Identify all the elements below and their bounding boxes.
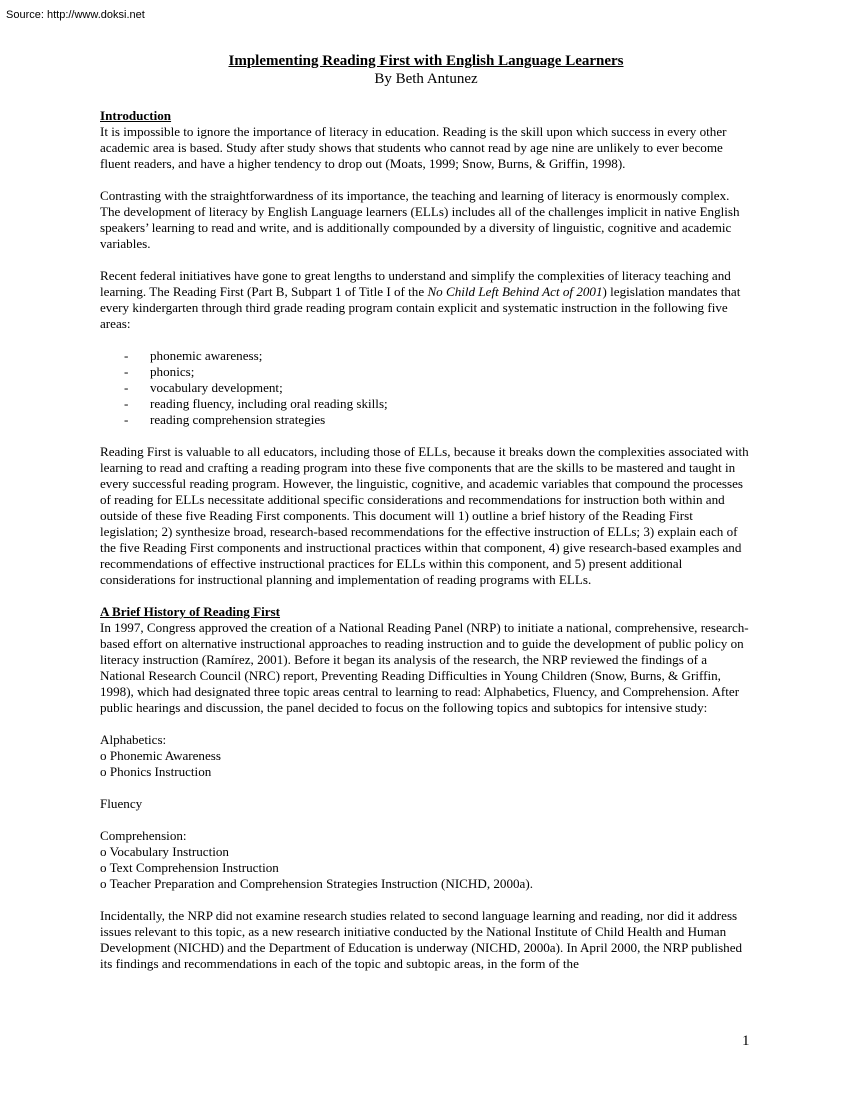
intro-paragraph-2: Contrasting with the straightforwardness of its importance, the teaching and learning of literacy is enormously complex. The development of literacy by English Language learners (ELLs) includes all of the challenges implicit in native English speakers’ learning to read and write, and is additionally compounded by a diversity of linguistic, cognitive and academic variables.: [100, 188, 740, 251]
act-title: No Child Left Behind Act of 2001: [427, 284, 603, 299]
alphabetics-list: [100, 732, 752, 780]
intro-paragraph-1: It is impossible to ignore the importance of literacy in education. Reading is the skill upon which success in every other academic area is based. Study after study shows that students who cannot read by age nine are unlikely to ever become fluent readers, and have a higher tendency to drop out (Moats, 1999; Snow, Burns, & Griffin, 1998).: [100, 124, 727, 171]
intro-paragraph-3: [100, 268, 752, 332]
fluency-topic: Fluency: [100, 796, 143, 811]
intro-p3-text-cont: ) legislation mandates that every kindergarten through third grade reading program contain explicit and systematic instruction in the following five areas:: [100, 284, 741, 331]
list-item: [100, 348, 752, 364]
section-heading-introduction: Introduction: [100, 108, 172, 123]
list-item-text: reading fluency, including oral reading skills;: [150, 396, 388, 411]
list-item: o Phonics Instruction: [100, 764, 212, 779]
list-item: o Phonemic Awareness: [100, 748, 221, 763]
list-item: [100, 380, 752, 396]
dash-bullet: -: [124, 380, 129, 395]
dash-bullet: -: [124, 412, 129, 427]
document-author: By Beth Antunez: [374, 71, 478, 87]
list-item-text: phonics;: [150, 364, 195, 379]
list-item: o Vocabulary Instruction: [100, 844, 229, 859]
list-item: o Text Comprehension Instruction: [100, 860, 279, 875]
section-heading-history: A Brief History of Reading First: [100, 604, 281, 619]
list-item-text: reading comprehension strategies: [150, 412, 326, 427]
list-item: Alphabetics:: [100, 732, 167, 747]
history-paragraph-1: In 1997, Congress approved the creation of a National Reading Panel (NRP) to initiate a national, comprehensive, research-based effort on alternative instructional approaches to reading instruction and to guide the development of public policy on literacy instruction (Ramírez, 2001). Before it began its analysis of the research, the NRP reviewed the findings of a National Research Council (NRC) report, Preventing Reading Difficulties in Young Children (Snow, Burns, & Griffin, 1998), which had designated three topic areas central to learning to read: Alphabetics, Fluency, and Comprehension. After public hearings and discussion, the panel decided to focus on the following topics and subtopics for intensive study:: [100, 620, 749, 715]
document-title: Implementing Reading First with English Language Learners: [228, 53, 624, 69]
list-item: o Teacher Preparation and Comprehension Strategies Instruction (NICHD, 2000a).: [100, 876, 534, 891]
dash-bullet: -: [124, 396, 129, 411]
dash-bullet: -: [124, 364, 129, 379]
source-url: Source: http://www.doksi.net: [6, 9, 145, 21]
list-item: [100, 364, 752, 380]
list-item-text: phonemic awareness;: [150, 348, 263, 363]
intro-paragraph-4: Reading First is valuable to all educators, including those of ELLs, because it breaks down the complexities associated with learning to read and crafting a reading program into these five components that are the skills to be mastered and taught in every successful reading program. However, the linguistic, cognitive, and academic variables that compound the processes of reading for ELLs necessitate additional specific considerations and recommendations for instruction both within and outside of these five Reading First components. This document will 1) outline a brief history of the Reading First legislation; 2) synthesize broad, research-based recommendations for the effective instruction of ELLs; 3) explain each of the five Reading First components and instructional practices within that component, 4) give research-based examples and recommendations of effective instructional practices for ELLs within this component, and 5) present additional considerations for instructional planning and implementation of reading programs with ELLs.: [100, 444, 749, 587]
document-body: [100, 52, 752, 988]
list-item-text: vocabulary development;: [150, 380, 283, 395]
list-item: [100, 412, 752, 428]
dash-bullet: -: [124, 348, 129, 363]
intro-p3-text: Recent federal initiatives have gone to great lengths to understand and simplify the complexities of literacy teaching and learning. The Reading First (Part B, Subpart 1 of Title I of the: [100, 268, 731, 299]
comprehension-list: [100, 828, 752, 892]
five-areas-list: [100, 348, 752, 428]
page-number: 1: [742, 1033, 750, 1049]
history-paragraph-2: Incidentally, the NRP did not examine research studies related to second language learning and reading, nor did it address issues relevant to this topic, as a new research initiative conducted by the National Institute of Child Health and Human Development (NICHD) and the Department of Education is underway (NICHD, 2000a). In April 2000, the NRP published its findings and recommendations in each of the topic and subtopic areas, in the form of the: [100, 908, 743, 971]
list-item: Comprehension:: [100, 828, 187, 843]
list-item: [100, 396, 752, 412]
